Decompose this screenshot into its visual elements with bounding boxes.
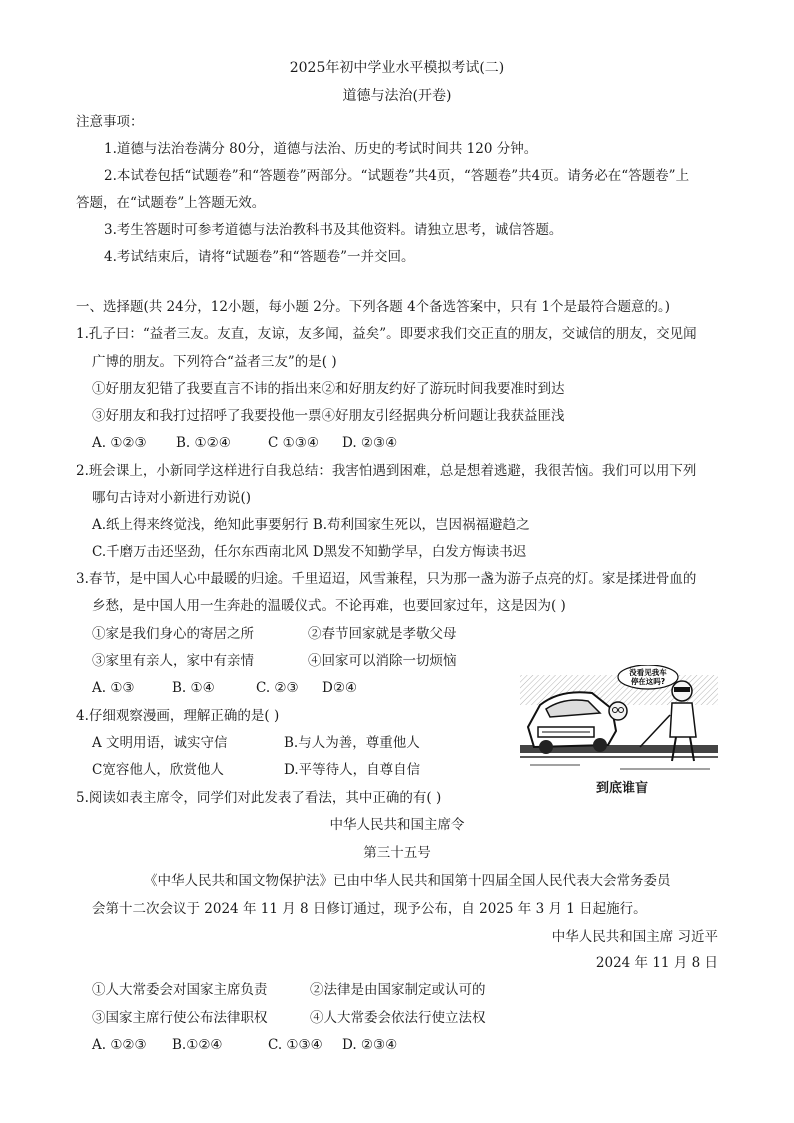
q1-choice-a: A. ①②③ (92, 435, 147, 451)
q4-choice-b: B.与人为善，尊重他人 (284, 735, 420, 751)
q5-choice-a: A. ①②③ (92, 1037, 147, 1053)
decree-number: 第三十五号 (363, 845, 431, 861)
q3-option-4: ④回家可以消除一切烦恼 (308, 653, 457, 669)
q5-choice-b: B.①②④ (172, 1037, 223, 1053)
q3-stem-line2: 乡愁，是中国人用一生奔赴的温暖仪式。不论再难，也要回家过年，这是因为( ) (92, 598, 566, 614)
note-3: 3.考生答题时可参考道德与法治教科书及其他资料。请独立思考，诚信答题。 (104, 222, 563, 238)
q5-option-4: ④人大常委会依法行使立法权 (310, 1010, 486, 1026)
decree-body-line2: 会第十二次会议于 2024 年 11 月 8 日修订通过，现予公布，自 2025 年 3 月 1 日起施行。 (92, 901, 647, 917)
note-1: 1.道德与法治卷满分 80分，道德与法治、历史的考试时间共 120 分钟。 (104, 141, 538, 157)
cartoon-bubble-line2: 停在这吗? (630, 677, 666, 686)
q2-choices-c-d: C.千磨万击还坚劲，任尔东西南北风 D黑发不知勤学早，白发方悔读书迟 (92, 544, 527, 560)
decree-date: 2024 年 11 月 8 日 (595, 955, 718, 971)
q2-stem-line1: 2.班会课上，小新同学这样进行自我总结：我害怕遇到困难，总是想着逃避，我很苦恼。我们可以用下列 (76, 463, 697, 479)
section-heading: 一、选择题(共 24分，12小题，每小题 2分。下列各题 4个备选答案中，只有 1个是最符合题意的。) (76, 299, 671, 315)
cartoon-caption: 到底谁盲 (596, 781, 649, 796)
q3-option-2: ②春节回家就是孝敬父母 (308, 626, 457, 642)
note-2-line2: 答题，在“试题卷”上答题无效。 (76, 195, 266, 211)
q2-stem-line2: 哪句古诗对小新进行劝说() (92, 490, 252, 506)
q1-choice-d: D. ②③④ (342, 435, 398, 451)
notes-heading: 注意事项： (76, 114, 144, 130)
cartoon-bubble-line1: 没看见我车 (629, 668, 667, 677)
exam-subtitle: 道德与法治(开卷) (342, 88, 452, 104)
q1-options-3-4: ③好朋友和我打过招呼了我要投他一票④好朋友引经据典分析问题让我获益匪浅 (92, 408, 565, 424)
q3-option-1: ①家是我们身心的寄居之所 (92, 626, 254, 642)
q4-stem: 4.仔细观察漫画，理解正确的是( ) (76, 708, 280, 724)
q1-options-1-2: ①好朋友犯错了我要直言不讳的指出来②和好朋友约好了游玩时间我要准时到达 (92, 381, 565, 397)
q1-stem-line2: 广博的朋友。下列符合“益者三友”的是( ) (92, 354, 337, 370)
decree-signature: 中华人民共和国主席 习近平 (551, 929, 718, 945)
q3-choice-a: A. ①③ (92, 680, 135, 696)
q2-choices-a-b: A.纸上得来终觉浅，绝知此事要躬行 B.苟利国家生死以，岂因祸福避趋之 (92, 517, 530, 533)
q4-choice-a: A 文明用语，诚实守信 (92, 735, 228, 751)
q4-choice-c: C宽容他人，欣赏他人 (92, 762, 224, 778)
note-2-line1: 2.本试卷包括“试题卷”和“答题卷”两部分。“试题卷”共4页，“答题卷”共4页。请务必在“答题卷”上 (104, 168, 690, 184)
note-4: 4.考试结束后，请将“试题卷”和“答题卷”一并交回。 (104, 249, 415, 265)
q3-choice-d: D②④ (322, 680, 358, 696)
decree-body-line1: 《中华人民共和国文物保护法》已由中华人民共和国第十四届全国人民代表大会常务委员 (144, 873, 671, 889)
exam-title: 2025年初中学业水平模拟考试(二) (289, 60, 505, 76)
q3-choice-b: B. ①④ (172, 680, 215, 696)
q3-choice-c: C. ②③ (256, 680, 299, 696)
q1-choice-b: B. ①②④ (176, 435, 231, 451)
q5-choice-d: D. ②③④ (342, 1037, 398, 1053)
q5-option-2: ②法律是由国家制定或认可的 (310, 982, 486, 998)
q5-option-3: ③国家主席行使公布法律职权 (92, 1010, 268, 1026)
q1-choice-c: C ①③④ (268, 435, 319, 451)
q5-option-1: ①人大常委会对国家主席负责 (92, 982, 268, 998)
q4-choice-d: D.平等待人，自尊自信 (284, 762, 421, 778)
q3-option-3: ③家里有亲人，家中有亲情 (92, 653, 254, 669)
q5-choice-c: C. ①③④ (268, 1037, 323, 1053)
q1-stem-line1: 1.孔子曰：“益者三友。友直，友谅，友多闻，益矣”。即要求我们交正直的朋友，交诚信的朋友，交见闻 (76, 326, 697, 342)
q5-stem: 5.阅读如表主席令，同学们对此发表了看法，其中正确的有( ) (76, 790, 442, 806)
q3-stem-line1: 3.春节，是中国人心中最暖的归途。千里迢迢，风雪兼程，只为那一盏为游子点亮的灯。家是揉进骨血的 (76, 571, 697, 587)
decree-title: 中华人民共和国主席令 (329, 817, 465, 833)
